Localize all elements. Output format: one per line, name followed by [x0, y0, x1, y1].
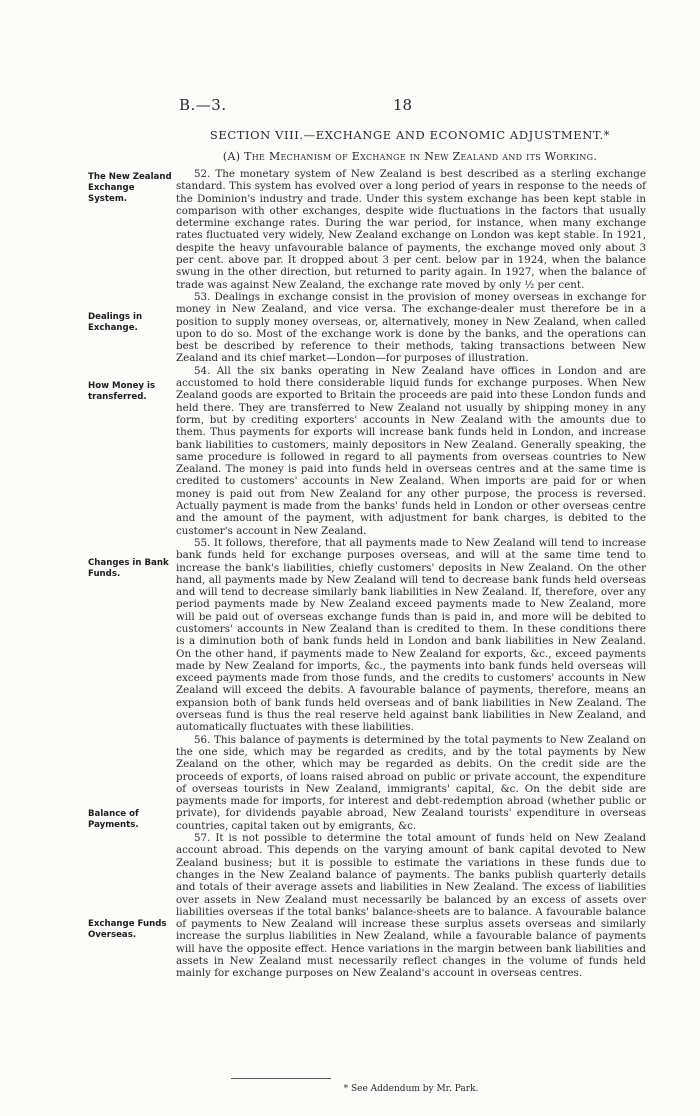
paragraph-57: 57. It is not possible to determine the total amount of funds held on New Zealand account abroad. This depends on the varying amount of bank capital devoted to New Zealand business; but it is possible to estimate the variations in these funds due to changes in the New Zealand balance of payments. The banks publish quarterly details and totals of their average assets and liabilities in New Zealand. The excess of liabilities over assets in New Zealand must necessarily be balanced by an excess of assets over liabilities overseas if the total banks' balance-sheets are to balance. A favourable balance of payments to New Zealand will increase these surplus assets overseas and similarly increase the surplus liabilities in New Zealand, while a favourable balance of payments will have the opposite effect. Hence variations in the margin between bank liabilities and assets in New Zealand must necessarily reflect changes in the volume of funds held mainly for exchange purposes on New Zealand's account in overseas centres.	[176, 832, 646, 980]
side-note-exchange-system: The New Zealand Exchange System.	[88, 172, 172, 204]
side-note-balance-payments: Balance of Payments.	[88, 809, 139, 830]
side-note-exchange-funds: Exchange Funds Overseas.	[88, 919, 167, 940]
side-note-dealings: Dealings in Exchange.	[88, 312, 143, 333]
side-note-bank-funds: Changes in Bank Funds.	[88, 558, 169, 579]
section-title: SECTION VIII.—EXCHANGE AND ECONOMIC ADJUSTMENT.*	[209, 128, 611, 142]
footnote-rule	[231, 1078, 331, 1079]
paragraph-56: 56. This balance of payments is determined by the total payments to New Zealand on the one side, which may be regarded as credits, and by the total payments by New Zealand on the other, which may be regarded as debits. On the credit side are the proceeds of exports, of loans raised abroad on public or private account, the expenditure of overseas tourists in New Zealand, immigrants' capital, &c. On the debit side are payments made for imports, for interest and debt-redemption abroad (whether public or private), for dividends payable abroad, New Zealand tourists' expenditure in overseas countries, capital taken out by emigrants, &c.	[176, 733, 646, 832]
subsection-title: (A) The Mechanism of Exchange in New Zealand and its Working.	[222, 150, 598, 163]
paragraph-52: 52. The monetary system of New Zealand is best described as a sterling exchange standard. This system has evolved over a long period of years in response to the needs of the Dominion's industry and trade. Under this system exchange has been kept stable in comparison with other exchanges, despite wide fluctuations in the factors that usually determine exchange rates. During the war period, for instance, when many exchange rates fluctuated very widely, New Zealand exchange on London was kept stable. In 1921, despite the heavy unfavourable balance of payments, the exchange moved only about 3 per cent. above par. It dropped about 3 per cent. below par in 1924, when the balance swung in the other direction, but returned to parity again. In 1927, when the balance of trade was against New Zealand, the exchange rate moved by only ½ per cent.	[176, 168, 646, 291]
side-note-money-transferred: How Money is transferred.	[88, 381, 156, 402]
body-text	[176, 168, 646, 980]
footnote: * See Addendum by Mr. Park.	[343, 1084, 479, 1094]
paragraph-55: 55. It follows, therefore, that all payments made to New Zealand will tend to increase bank funds held for exchange purposes overseas, and will at the same time tend to increase the bank's liabilities, chiefly customers' deposits in New Zealand. On the other hand, all payments made by New Zealand will tend to decrease bank funds held overseas and will tend to decrease similarly bank liabilities in New Zealand. If, therefore, over any period payments made by New Zealand exceed payments made to New Zealand, more will be paid out of overseas exchange funds than is paid in, and more will be debited to customers' accounts in New Zealand than is credited to them. In these conditions there is a diminution both of bank funds held in London and bank liabilities in New Zealand. On the other hand, if payments made to New Zealand for exports, &c., exceed payments made by New Zealand for imports, &c., the payments into bank funds held overseas will exceed payments made from those funds, and the credits to customers' accounts in New Zealand will exceed the debits. A favourable balance of payments, therefore, means an expansion both of bank funds held overseas and of bank liabilities in New Zealand. The overseas fund is thus the real reserve held against bank liabilities in New Zealand, and automatically fluctuates with these liabilities.	[176, 536, 646, 734]
page-number: 18	[393, 96, 413, 114]
paragraph-53: 53. Dealings in exchange consist in the provision of money overseas in exchange for money in New Zealand, and vice versa. The exchange-dealer must therefore be in a position to supply money overseas, or, alternatively, money in New Zealand, when called upon to do so. Most of the exchange work is done by the banks, and the operations can best be described by reference to their methods, taking transactions between New Zealand and its chief market—London—for purposes of illustration.	[176, 290, 646, 365]
paragraph-54: 54. All the six banks operating in New Zealand have offices in London and are accustomed to hold there considerable liquid funds for exchange purposes. When New Zealand goods are exported to Britain the proceeds are paid into these London funds and held there. They are transferred to New Zealand not usually by shipping money in any form, but by crediting exporters' accounts in New Zealand with the amounts due to them. Thus payments for exports will increase bank funds held in London, and increase bank liabilities to customers, mainly depositors in New Zealand. Generally speaking, the same procedure is followed in regard to all payments from overseas countries to New Zealand. The money is paid into funds held in overseas centres and at the same time is credited to customers' accounts in New Zealand. When imports are paid for or when money is paid out from New Zealand for any other purpose, the process is reversed. Actually payment is made from the banks' funds held in London or other overseas centre and the amount of the payment, with adjustment for bank charges, is debited to the customer's account in New Zealand.	[176, 364, 646, 537]
document-reference: B.—3.	[179, 96, 227, 114]
